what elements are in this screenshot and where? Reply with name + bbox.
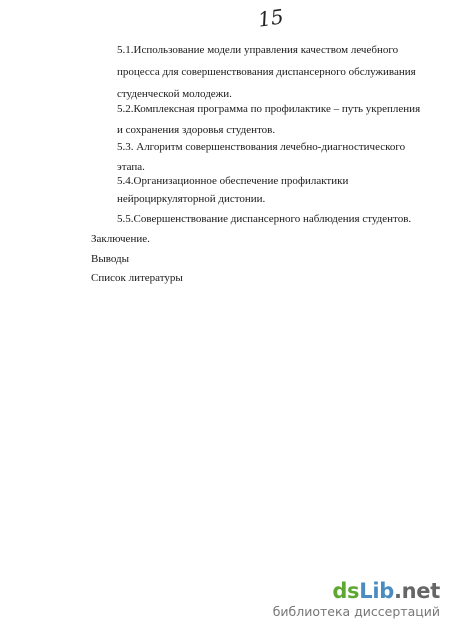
watermark-brand-ds: ds — [332, 579, 360, 603]
toc-entry-5-4: 5.4.Организационное обеспечение профилактики — [117, 175, 349, 187]
watermark-brand-net: .net — [393, 579, 440, 603]
toc-entry-5-1-cont-2: студенческой молодежи. — [117, 88, 232, 100]
dslib-watermark — [273, 580, 440, 620]
toc-entry-conclusion: Заключение. — [91, 233, 150, 245]
watermark-subtitle: библиотека диссертаций — [272, 604, 440, 619]
toc-entry-references: Список литературы — [91, 272, 183, 284]
toc-entry-5-1-cont-1: процесса для совершенствования диспансерного обслуживания — [117, 66, 416, 78]
toc-entry-5-1: 5.1.Использование модели управления качеством лечебного — [117, 44, 399, 56]
toc-entry-findings: Выводы — [91, 253, 130, 265]
watermark-brand-lib: Lib — [359, 579, 394, 603]
watermark-logo — [273, 580, 440, 602]
toc-entry-5-2-cont: и сохранения здоровья студентов. — [117, 124, 276, 136]
toc-entry-5-2: 5.2.Комплексная программа по профилактике – путь укрепления — [117, 103, 421, 115]
toc-entry-5-3-cont: этапа. — [117, 161, 145, 173]
toc-entry-5-5: 5.5.Совершенствование диспансерного наблюдения студентов. — [117, 213, 412, 225]
toc-entry-5-3: 5.3. Алгоритм совершенствования лечебно-диагностического — [117, 141, 406, 153]
toc-entry-5-4-cont: нейроциркуляторной дистонии. — [117, 193, 266, 205]
page-number: 15 — [256, 4, 285, 32]
